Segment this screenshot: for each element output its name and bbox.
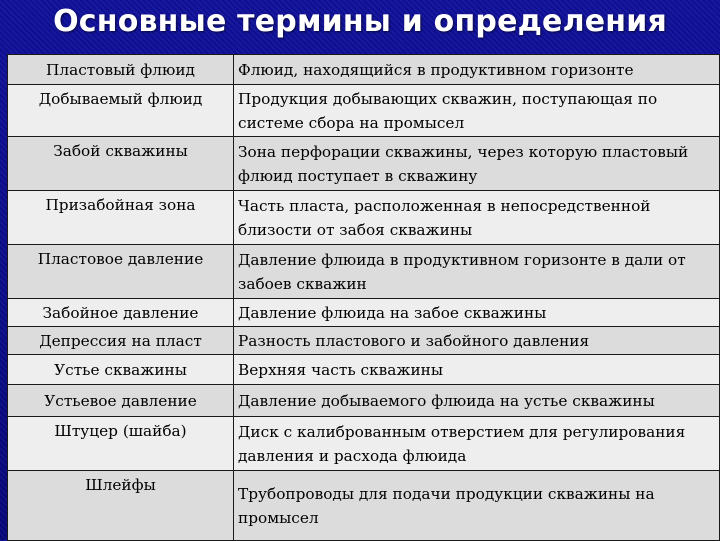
- title-bar: [0, 0, 720, 50]
- term-cell: Забойное давление: [8, 299, 234, 327]
- table-row: [8, 471, 720, 541]
- term-cell: Забой скважины: [8, 137, 234, 191]
- table-row: [8, 417, 720, 471]
- term-cell: Депрессия на пласт: [8, 327, 234, 355]
- table-row: [8, 191, 720, 245]
- page-title: Основные термины и определения: [53, 4, 667, 39]
- table-row: [8, 137, 720, 191]
- definition-cell: Давление добываемого флюида на устье скважины: [234, 385, 720, 417]
- table-row: [8, 245, 720, 299]
- definition-cell: Диск с калиброванным отверстием для регулирования давления и расхода флюида: [234, 417, 720, 471]
- term-cell: Шлейфы: [8, 471, 234, 541]
- term-cell: Устьевое давление: [8, 385, 234, 417]
- table-row: [8, 355, 720, 385]
- definition-cell: Давление флюида на забое скважины: [234, 299, 720, 327]
- definition-cell: Давление флюида в продуктивном горизонте в дали от забоев скважин: [234, 245, 720, 299]
- terms-table-container: [7, 54, 720, 540]
- term-cell: Пластовое давление: [8, 245, 234, 299]
- table-row: [8, 299, 720, 327]
- table-row: [8, 385, 720, 417]
- definition-cell: Продукция добывающих скважин, поступающая по системе сбора на промысел: [234, 85, 720, 137]
- terms-table: [7, 54, 720, 541]
- definition-cell: Трубопроводы для подачи продукции скважины на промысел: [234, 471, 720, 541]
- table-row: [8, 85, 720, 137]
- table-row: [8, 55, 720, 85]
- term-cell: Призабойная зона: [8, 191, 234, 245]
- definition-cell: Флюид, находящийся в продуктивном горизонте: [234, 55, 720, 85]
- term-cell: Пластовый флюид: [8, 55, 234, 85]
- term-cell: Устье скважины: [8, 355, 234, 385]
- term-cell: Штуцер (шайба): [8, 417, 234, 471]
- term-cell: Добываемый флюид: [8, 85, 234, 137]
- definition-cell: Верхняя часть скважины: [234, 355, 720, 385]
- definition-cell: Часть пласта, расположенная в непосредственной близости от забоя скважины: [234, 191, 720, 245]
- definition-cell: Разность пластового и забойного давления: [234, 327, 720, 355]
- definition-cell: Зона перфорации скважины, через которую пластовый флюид поступает в скважину: [234, 137, 720, 191]
- table-row: [8, 327, 720, 355]
